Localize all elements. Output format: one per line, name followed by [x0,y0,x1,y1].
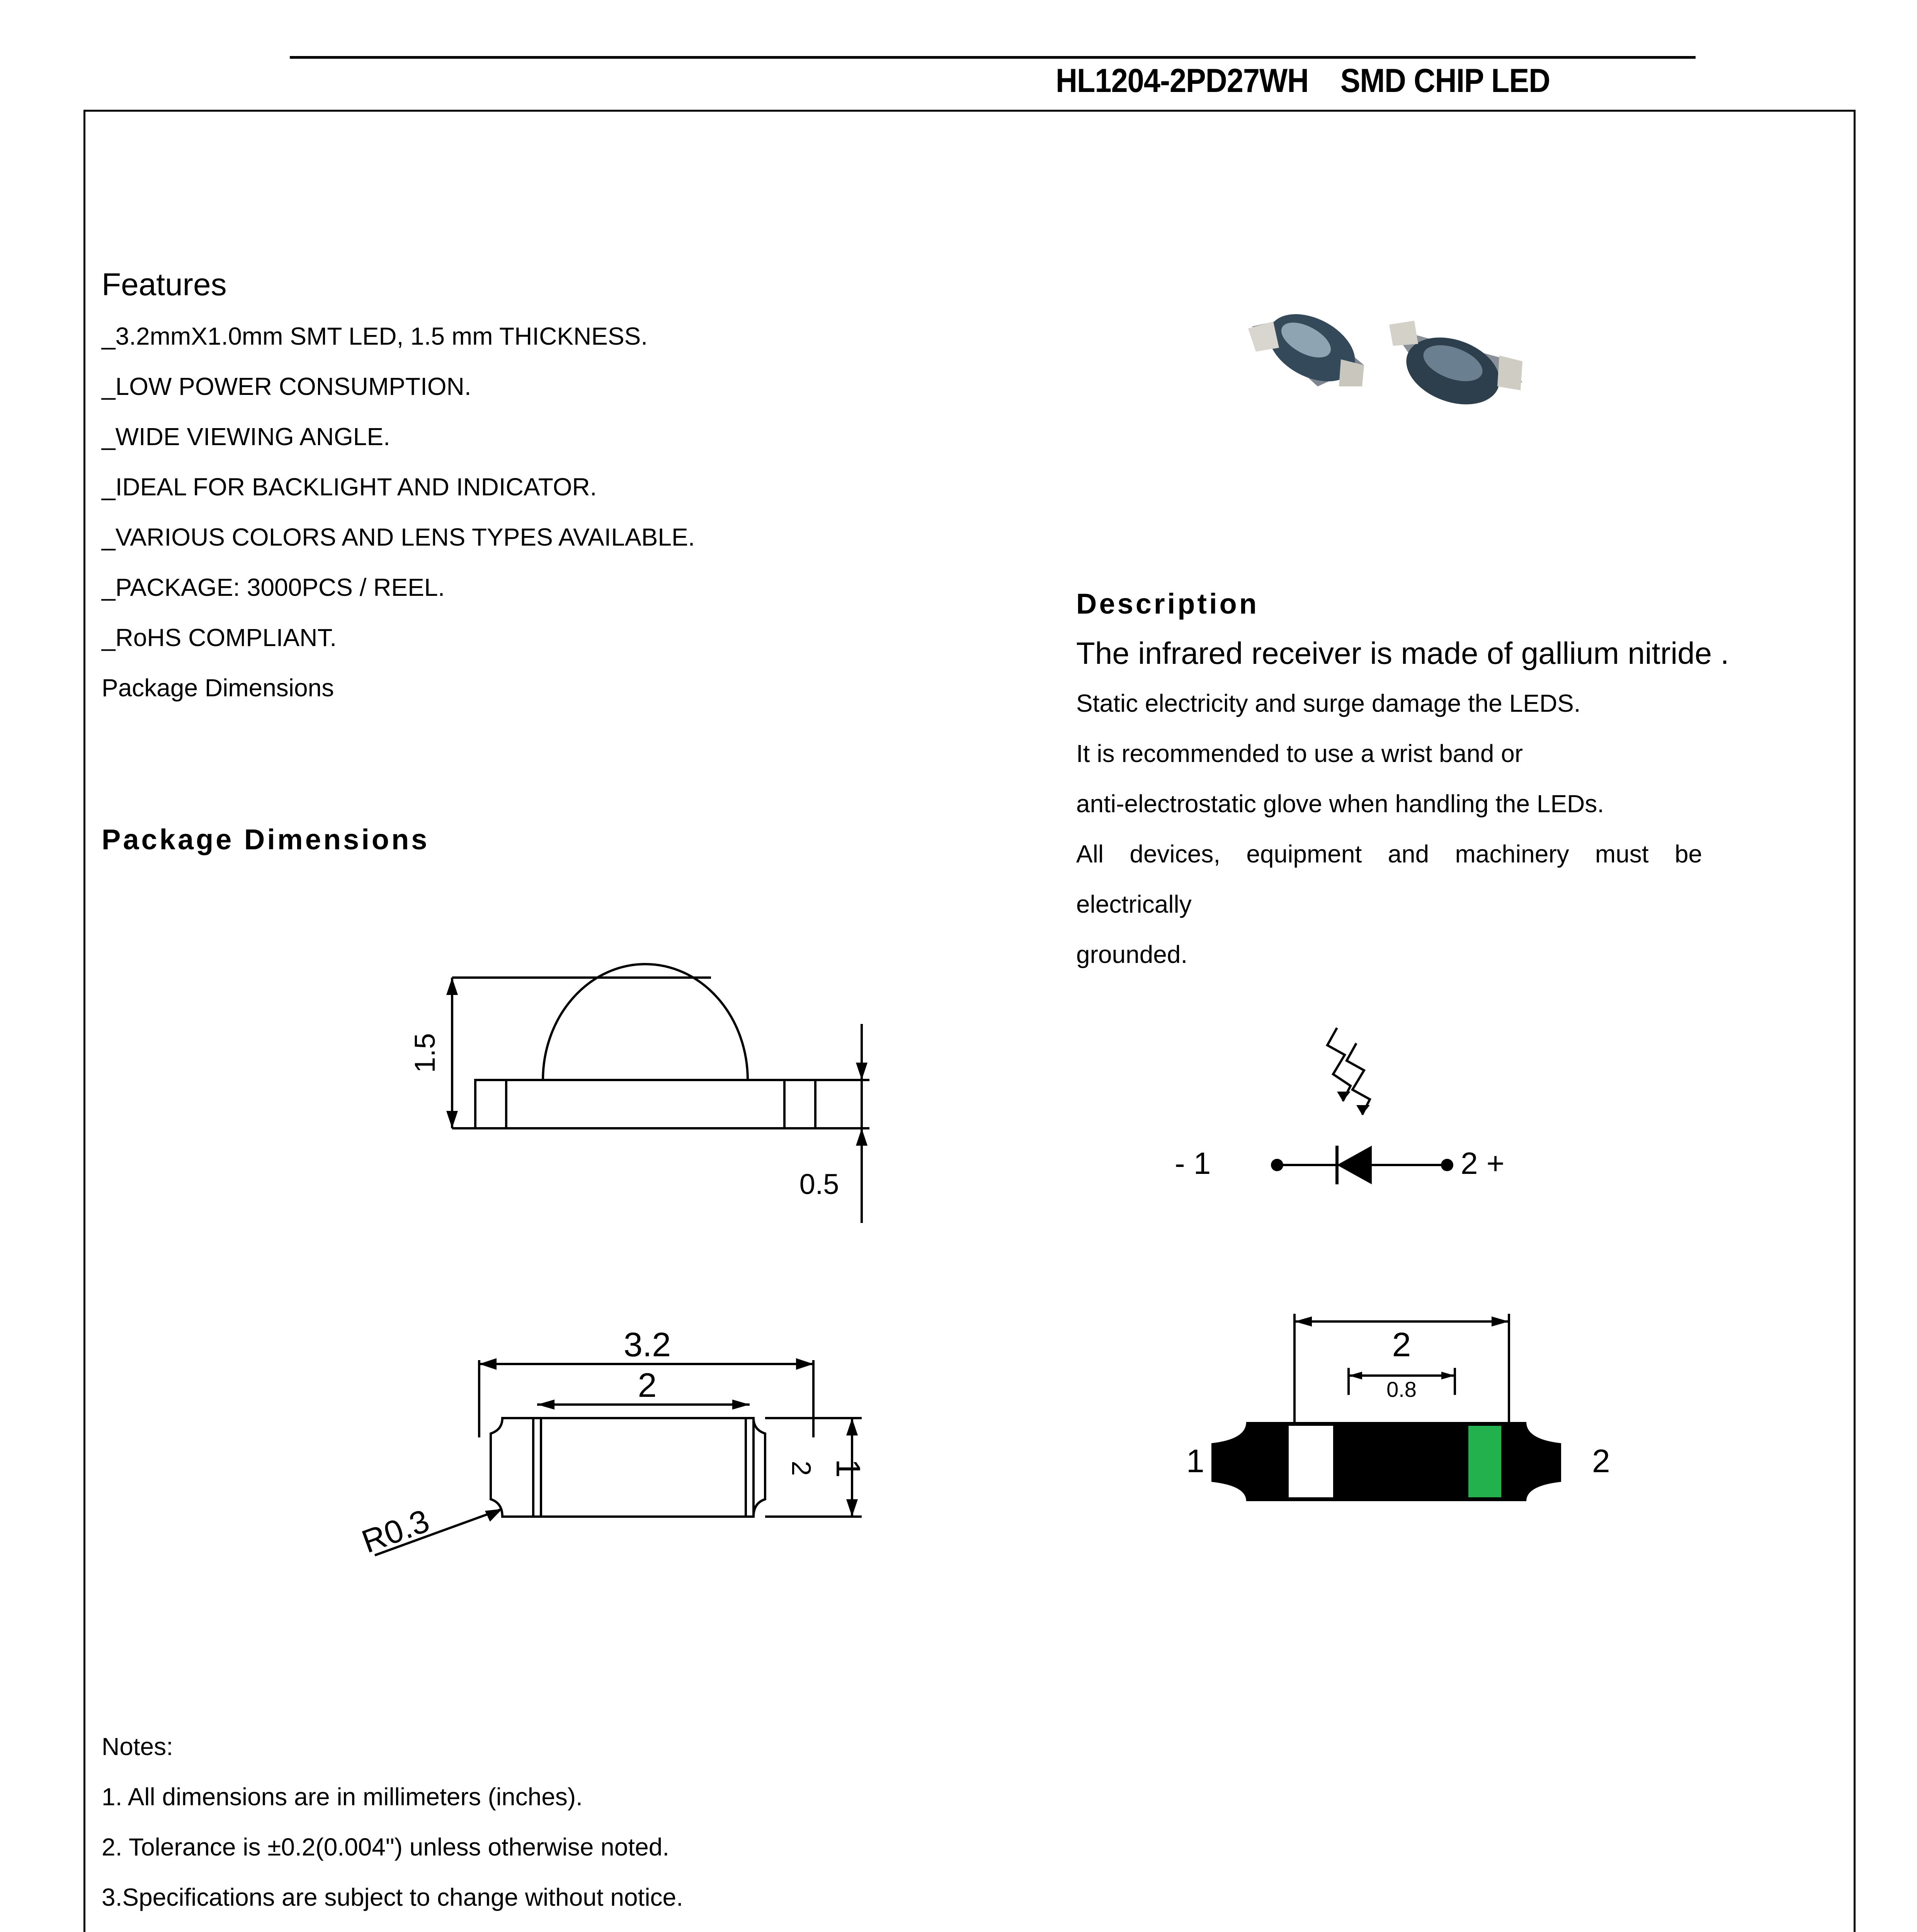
circuit-symbol [1175,1012,1542,1213]
footprint-inner-label: 0.8 [1386,1377,1417,1401]
description-lead: The infrared receiver is made of gallium nitride . [1076,636,1729,670]
led-photo [1237,294,1538,417]
footprint-drawing [1175,1306,1658,1530]
radius-label: R0.3 [357,1502,434,1560]
description-line: anti-electrostatic glove when handling the LEDs. [1076,790,1604,818]
led-photo-right [1389,321,1522,417]
description-line: Static electricity and surge damage the LEDS. [1076,689,1581,717]
description-lines [1076,688,1702,989]
description-line: It is recommended to use a wrist band or [1076,740,1523,767]
pin-right-label: 2 [1592,1443,1610,1479]
chip-outline [491,1418,765,1517]
pin-left-label: 1 [1186,1443,1204,1479]
width-label: 1 [829,1459,867,1478]
height-label: 1.5 [409,1033,441,1073]
notes-heading: Notes: [102,1733,173,1760]
right-label: 2 [786,1461,816,1476]
side-view-drawing [402,920,904,1236]
product-type: SMD CHIP LED [1340,62,1550,99]
features-list [102,321,695,723]
diode-icon [1337,1146,1372,1184]
footprint-outer-label: 2 [1392,1325,1411,1364]
circuit-right-label: 2 + [1461,1146,1505,1180]
feature-item: _RoHS COMPLIANT. [102,624,337,651]
feature-item: Package Dimensions [102,674,334,702]
inner-length-label: 2 [638,1366,657,1404]
feature-item: _WIDE VIEWING ANGLE. [102,423,390,451]
light-arrows-icon [1327,1028,1370,1115]
circuit-left-label: - 1 [1175,1146,1211,1180]
feature-item: _IDEAL FOR BACKLIGHT AND INDICATOR. [102,473,597,501]
feature-item: _3.2mmX1.0mm SMT LED, 1.5 mm THICKNESS. [102,322,648,350]
chip-body [475,1080,815,1128]
features-heading: Features [102,267,227,302]
description-heading: Description [1076,588,1259,620]
feature-item: _LOW POWER CONSUMPTION. [102,372,471,400]
feature-item: _PACKAGE: 3000PCS / REEL. [102,573,445,601]
notes [102,1731,683,1932]
header-title [1056,62,1550,100]
lens-dome [543,964,748,1080]
footprint-body [1211,1422,1561,1501]
header-rule [290,56,1696,59]
description-line: grounded. [1076,940,1188,968]
led-photo-left [1248,300,1366,395]
description-line: All devices, equipment and machinery must be [1076,840,1702,868]
part-number: HL1204-2PD27WH [1055,62,1309,99]
note-item: 3.Specifications are subject to change without notice. [102,1883,683,1911]
polarity-band [1468,1426,1501,1497]
length-label: 3.2 [623,1325,671,1364]
note-item: 1. All dimensions are in millimeters (inches). [102,1783,583,1811]
top-view-drawing [348,1298,908,1588]
description-line: electrically [1076,890,1192,918]
pad-label: 0.5 [799,1168,839,1200]
feature-item: _VARIOUS COLORS AND LENS TYPES AVAILABLE. [102,523,695,551]
note-item: 2. Tolerance is ±0.2(0.004") unless otherwise noted. [102,1833,670,1861]
package-dimensions-heading: Package Dimensions [102,823,430,855]
